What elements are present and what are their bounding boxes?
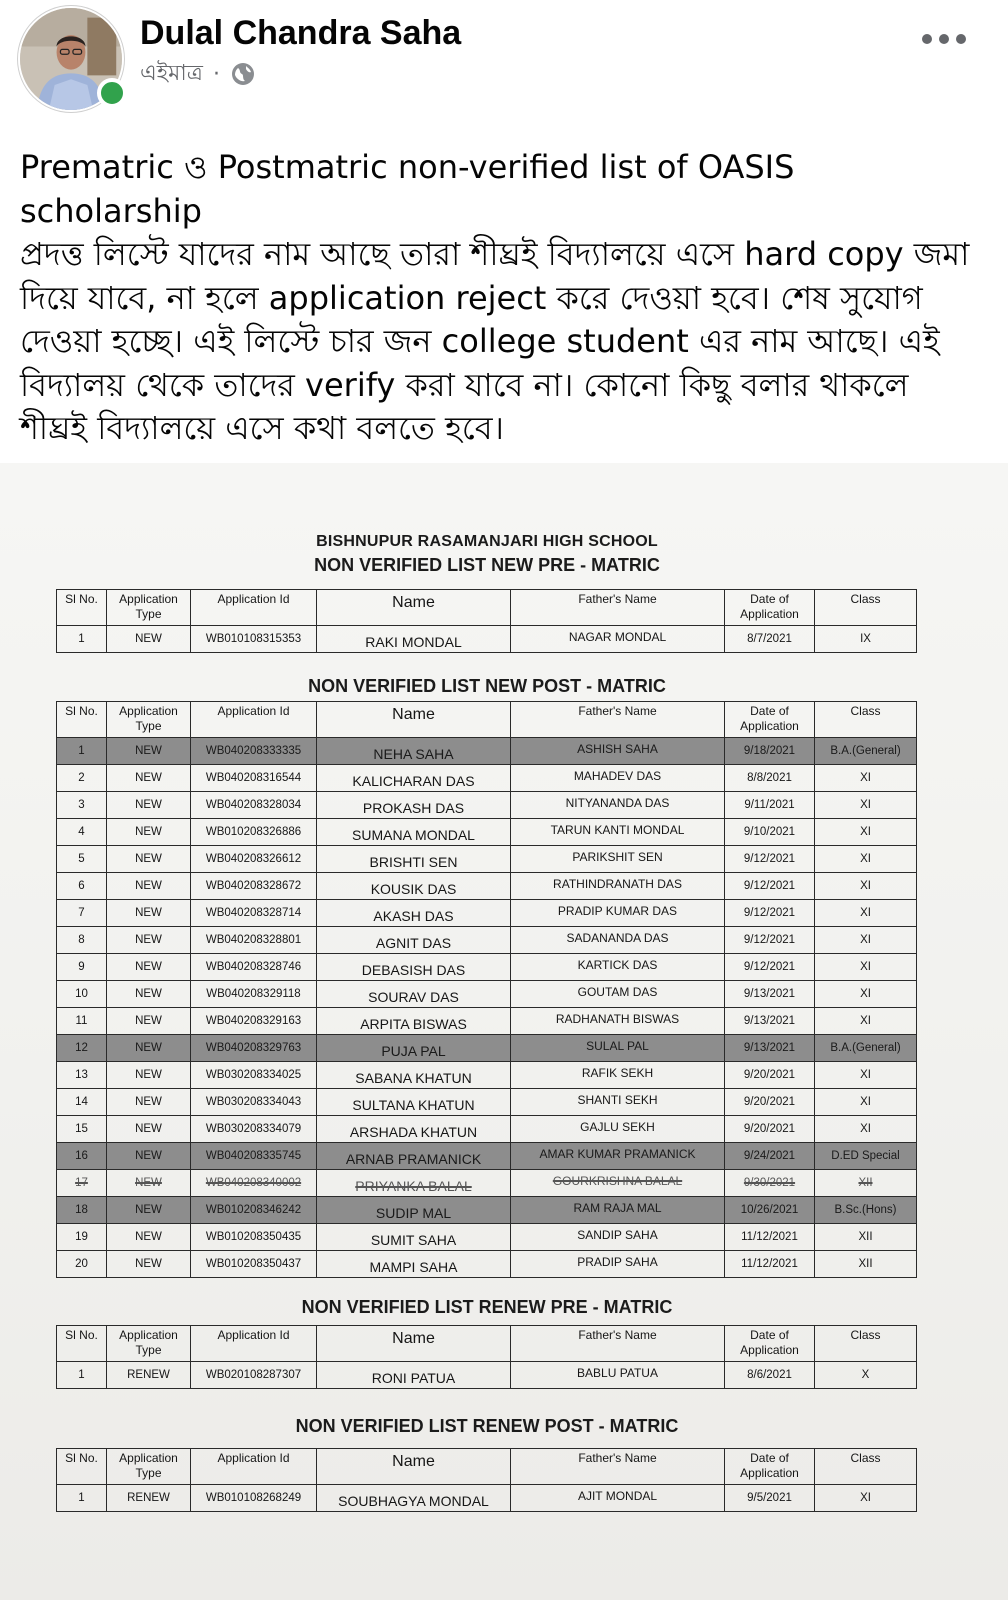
cell-class: B.A.(General) <box>815 738 917 765</box>
cell-father: RADHANATH BISWAS <box>511 1008 725 1035</box>
cell-sl: 8 <box>57 927 107 954</box>
table-header-row <box>57 590 917 626</box>
cell-father: SHANTI SEKH <box>511 1089 725 1116</box>
cell-app-type: NEW <box>107 765 191 792</box>
cell-class: XII <box>815 1251 917 1278</box>
cell-date: 9/5/2021 <box>725 1485 815 1512</box>
cell-date: 9/13/2021 <box>725 1008 815 1035</box>
online-status-dot <box>97 78 127 108</box>
header-class: Class <box>815 590 917 626</box>
caption-title: Prematric ও Postmatric non-verified list of OASIS scholarship <box>20 148 795 230</box>
cell-app-id: WB040208329118 <box>191 981 317 1008</box>
cell-name: PROKASH DAS <box>317 792 511 819</box>
cell-app-id: WB040208328034 <box>191 792 317 819</box>
table-row <box>57 626 917 653</box>
cell-name: SUDIP MAL <box>317 1197 511 1224</box>
cell-sl: 17 <box>57 1170 107 1197</box>
cell-class: XI <box>815 1008 917 1035</box>
post-time[interactable]: এইমাত্র <box>140 60 203 86</box>
cell-class: B.Sc.(Hons) <box>815 1197 917 1224</box>
cell-father: BABLU PATUA <box>511 1362 725 1389</box>
cell-sl: 14 <box>57 1089 107 1116</box>
post-caption <box>20 146 980 451</box>
cell-father: SADANANDA DAS <box>511 927 725 954</box>
table-header-row <box>57 1449 917 1485</box>
cell-date: 9/12/2021 <box>725 846 815 873</box>
cell-name: MAMPI SAHA <box>317 1251 511 1278</box>
cell-name: SUMANA MONDAL <box>317 819 511 846</box>
cell-app-id: WB030208334079 <box>191 1116 317 1143</box>
cell-name: SOUBHAGYA MONDAL <box>317 1485 511 1512</box>
cell-class: XI <box>815 981 917 1008</box>
more-dot <box>922 34 932 44</box>
cell-date: 10/26/2021 <box>725 1197 815 1224</box>
table-row <box>57 1362 917 1389</box>
cell-app-type: NEW <box>107 873 191 900</box>
cell-app-type: NEW <box>107 846 191 873</box>
table-row <box>57 1035 917 1062</box>
cell-name: KOUSIK DAS <box>317 873 511 900</box>
section-title: NON VERIFIED LIST NEW PRE - MATRIC <box>314 555 660 575</box>
header-app-id: Application Id <box>191 1449 317 1485</box>
cell-sl: 16 <box>57 1143 107 1170</box>
cell-app-type: NEW <box>107 900 191 927</box>
cell-date: 9/24/2021 <box>725 1143 815 1170</box>
cell-father: GOUTAM DAS <box>511 981 725 1008</box>
cell-father: AJIT MONDAL <box>511 1485 725 1512</box>
header-name: Name <box>317 1326 511 1362</box>
post-meta <box>140 58 256 90</box>
cell-class: XII <box>815 1224 917 1251</box>
cell-date: 9/13/2021 <box>725 1035 815 1062</box>
header-app-type: Application Type <box>107 702 191 738</box>
cell-name: ARSHADA KHATUN <box>317 1116 511 1143</box>
cell-class: XI <box>815 819 917 846</box>
more-dot <box>939 34 949 44</box>
table-row <box>57 873 917 900</box>
table-row <box>57 927 917 954</box>
table-row <box>57 1224 917 1251</box>
cell-sl: 13 <box>57 1062 107 1089</box>
cell-app-type: RENEW <box>107 1362 191 1389</box>
more-dot <box>956 34 966 44</box>
cell-sl: 6 <box>57 873 107 900</box>
cell-date: 9/10/2021 <box>725 819 815 846</box>
school-name: BISHNUPUR RASAMANJARI HIGH SCHOOL <box>316 533 658 550</box>
header-date: Date of Application <box>725 702 815 738</box>
table-header-row <box>57 702 917 738</box>
cell-app-id: WB010108268249 <box>191 1485 317 1512</box>
cell-app-id: WB040208340002 <box>191 1170 317 1197</box>
cell-name: AGNIT DAS <box>317 927 511 954</box>
cell-class: XI <box>815 900 917 927</box>
cell-name: BRISHTI SEN <box>317 846 511 873</box>
cell-sl: 5 <box>57 846 107 873</box>
cell-app-id: WB010208350435 <box>191 1224 317 1251</box>
cell-name: PRIYANKA BALAL <box>317 1170 511 1197</box>
cell-app-id: WB030208334043 <box>191 1089 317 1116</box>
header-app-type: Application Type <box>107 1449 191 1485</box>
cell-father: NITYANANDA DAS <box>511 792 725 819</box>
cell-date: 9/12/2021 <box>725 873 815 900</box>
cell-app-id: WB040208328672 <box>191 873 317 900</box>
cell-father: PRADIP KUMAR DAS <box>511 900 725 927</box>
cell-name: DEBASISH DAS <box>317 954 511 981</box>
header-app-id: Application Id <box>191 1326 317 1362</box>
cell-class: XI <box>815 1089 917 1116</box>
cell-class: XI <box>815 1485 917 1512</box>
cell-class: IX <box>815 626 917 653</box>
cell-name: SABANA KHATUN <box>317 1062 511 1089</box>
cell-app-type: RENEW <box>107 1485 191 1512</box>
header-date: Date of Application <box>725 590 815 626</box>
globe-icon[interactable] <box>230 61 256 87</box>
cell-father: AMAR KUMAR PRAMANICK <box>511 1143 725 1170</box>
cell-name: ARPITA BISWAS <box>317 1008 511 1035</box>
scanned-document[interactable] <box>0 463 1008 1600</box>
header-date: Date of Application <box>725 1449 815 1485</box>
table-row <box>57 765 917 792</box>
section-title: NON VERIFIED LIST NEW POST - MATRIC <box>308 676 666 696</box>
cell-sl: 4 <box>57 819 107 846</box>
table-row <box>57 738 917 765</box>
scholarship-table <box>56 701 917 1278</box>
cell-class: XI <box>815 1062 917 1089</box>
cell-name: RAKI MONDAL <box>317 626 511 653</box>
cell-date: 9/11/2021 <box>725 792 815 819</box>
cell-father: SANDIP SAHA <box>511 1224 725 1251</box>
cell-app-type: NEW <box>107 927 191 954</box>
cell-app-type: NEW <box>107 792 191 819</box>
cell-date: 9/12/2021 <box>725 954 815 981</box>
table-row <box>57 1197 917 1224</box>
cell-name: PUJA PAL <box>317 1035 511 1062</box>
cell-father: SULAL PAL <box>511 1035 725 1062</box>
cell-app-type: NEW <box>107 1143 191 1170</box>
cell-date: 8/6/2021 <box>725 1362 815 1389</box>
cell-father: GAJLU SEKH <box>511 1116 725 1143</box>
header-name: Name <box>317 590 511 626</box>
cell-app-id: WB010208326886 <box>191 819 317 846</box>
cell-app-id: WB040208333335 <box>191 738 317 765</box>
header-class: Class <box>815 1449 917 1485</box>
cell-date: 11/12/2021 <box>725 1224 815 1251</box>
cell-date: 9/13/2021 <box>725 981 815 1008</box>
cell-class: D.ED Special <box>815 1143 917 1170</box>
cell-name: RONI PATUA <box>317 1362 511 1389</box>
cell-father: KARTICK DAS <box>511 954 725 981</box>
cell-name: SUMIT SAHA <box>317 1224 511 1251</box>
header-date: Date of Application <box>725 1326 815 1362</box>
header-sl: Sl No. <box>57 1326 107 1362</box>
cell-app-type: NEW <box>107 1251 191 1278</box>
cell-app-type: NEW <box>107 819 191 846</box>
cell-app-type: NEW <box>107 1116 191 1143</box>
table-row <box>57 981 917 1008</box>
cell-name: SULTANA KHATUN <box>317 1089 511 1116</box>
table-row <box>57 1062 917 1089</box>
cell-date: 9/18/2021 <box>725 738 815 765</box>
cell-app-type: NEW <box>107 738 191 765</box>
cell-app-type: NEW <box>107 626 191 653</box>
cell-father: NAGAR MONDAL <box>511 626 725 653</box>
header-father: Father's Name <box>511 1326 725 1362</box>
table-row <box>57 1251 917 1278</box>
cell-app-id: WB010108315353 <box>191 626 317 653</box>
table-row <box>57 900 917 927</box>
header-father: Father's Name <box>511 702 725 738</box>
cell-class: XII <box>815 1170 917 1197</box>
table-row <box>57 1143 917 1170</box>
cell-app-id: WB040208328746 <box>191 954 317 981</box>
cell-sl: 2 <box>57 765 107 792</box>
cell-date: 8/8/2021 <box>725 765 815 792</box>
cell-date: 9/20/2021 <box>725 1062 815 1089</box>
cell-class: XI <box>815 765 917 792</box>
header-name: Name <box>317 702 511 738</box>
table-row <box>57 1089 917 1116</box>
cell-name: ARNAB PRAMANICK <box>317 1143 511 1170</box>
cell-app-id: WB040208328714 <box>191 900 317 927</box>
section-title: NON VERIFIED LIST RENEW PRE - MATRIC <box>301 1297 673 1317</box>
cell-app-id: WB040208329763 <box>191 1035 317 1062</box>
cell-father: RAM RAJA MAL <box>511 1197 725 1224</box>
cell-class: XI <box>815 927 917 954</box>
table-row <box>57 1170 917 1197</box>
cell-sl: 15 <box>57 1116 107 1143</box>
cell-app-type: NEW <box>107 1170 191 1197</box>
header-name: Name <box>317 1449 511 1485</box>
header-app-type: Application Type <box>107 1326 191 1362</box>
more-options-icon[interactable] <box>922 28 966 50</box>
table-row <box>57 1485 917 1512</box>
cell-app-id: WB030208334025 <box>191 1062 317 1089</box>
cell-father: GOURKRISHNA BALAL <box>511 1170 725 1197</box>
scholarship-table <box>56 1448 917 1512</box>
cell-app-id: WB040208328801 <box>191 927 317 954</box>
cell-app-type: NEW <box>107 981 191 1008</box>
cell-date: 9/20/2021 <box>725 1089 815 1116</box>
cell-sl: 20 <box>57 1251 107 1278</box>
cell-class: XI <box>815 954 917 981</box>
post-header <box>0 0 1008 130</box>
cell-sl: 3 <box>57 792 107 819</box>
cell-sl: 7 <box>57 900 107 927</box>
header-class: Class <box>815 702 917 738</box>
cell-sl: 1 <box>57 1485 107 1512</box>
cell-app-id: WB020108287307 <box>191 1362 317 1389</box>
cell-app-type: NEW <box>107 1008 191 1035</box>
scholarship-table <box>56 589 917 653</box>
cell-date: 9/30/2021 <box>725 1170 815 1197</box>
cell-app-type: NEW <box>107 1035 191 1062</box>
cell-app-id: WB040208329163 <box>191 1008 317 1035</box>
cell-app-id: WB010208346242 <box>191 1197 317 1224</box>
cell-father: MAHADEV DAS <box>511 765 725 792</box>
cell-father: PRADIP SAHA <box>511 1251 725 1278</box>
cell-app-type: NEW <box>107 1089 191 1116</box>
meta-separator: · <box>212 61 220 87</box>
cell-date: 9/20/2021 <box>725 1116 815 1143</box>
scholarship-table <box>56 1325 917 1389</box>
cell-sl: 10 <box>57 981 107 1008</box>
header-sl: Sl No. <box>57 702 107 738</box>
cell-app-id: WB040208316544 <box>191 765 317 792</box>
cell-app-id: WB010208350437 <box>191 1251 317 1278</box>
cell-app-type: NEW <box>107 954 191 981</box>
cell-sl: 1 <box>57 1362 107 1389</box>
header-app-id: Application Id <box>191 702 317 738</box>
cell-class: X <box>815 1362 917 1389</box>
header-father: Father's Name <box>511 590 725 626</box>
header-class: Class <box>815 1326 917 1362</box>
cell-father: TARUN KANTI MONDAL <box>511 819 725 846</box>
cell-app-id: WB040208335745 <box>191 1143 317 1170</box>
table-row <box>57 1008 917 1035</box>
cell-sl: 12 <box>57 1035 107 1062</box>
cell-app-type: NEW <box>107 1197 191 1224</box>
cell-name: SOURAV DAS <box>317 981 511 1008</box>
cell-app-type: NEW <box>107 1224 191 1251</box>
cell-sl: 1 <box>57 738 107 765</box>
section-title: NON VERIFIED LIST RENEW POST - MATRIC <box>295 1416 679 1436</box>
cell-class: XI <box>815 846 917 873</box>
author-name[interactable]: Dulal Chandra Saha <box>140 14 462 52</box>
cell-name: AKASH DAS <box>317 900 511 927</box>
cell-father: RAFIK SEKH <box>511 1062 725 1089</box>
cell-class: XI <box>815 873 917 900</box>
cell-name: KALICHARAN DAS <box>317 765 511 792</box>
table-row <box>57 792 917 819</box>
cell-date: 8/7/2021 <box>725 626 815 653</box>
cell-class: B.A.(General) <box>815 1035 917 1062</box>
cell-class: XI <box>815 1116 917 1143</box>
cell-date: 9/12/2021 <box>725 900 815 927</box>
table-header-row <box>57 1326 917 1362</box>
cell-app-id: WB040208326612 <box>191 846 317 873</box>
table-row <box>57 1116 917 1143</box>
header-sl: Sl No. <box>57 1449 107 1485</box>
cell-sl: 11 <box>57 1008 107 1035</box>
header-app-id: Application Id <box>191 590 317 626</box>
header-father: Father's Name <box>511 1449 725 1485</box>
cell-sl: 18 <box>57 1197 107 1224</box>
table-row <box>57 819 917 846</box>
cell-father: RATHINDRANATH DAS <box>511 873 725 900</box>
cell-sl: 1 <box>57 626 107 653</box>
table-row <box>57 954 917 981</box>
cell-father: ASHISH SAHA <box>511 738 725 765</box>
cell-app-type: NEW <box>107 1062 191 1089</box>
cell-name: NEHA SAHA <box>317 738 511 765</box>
cell-class: XI <box>815 792 917 819</box>
cell-date: 11/12/2021 <box>725 1251 815 1278</box>
caption-body: প্রদত্ত লিস্টে যাদের নাম আছে তারা শীঘ্রই বিদ্যালয়ে এসে hard copy জমা দিয়ে যাবে, না হলে application reject করে দেওয়া হবে। শেষ সুযোগ দেওয়া হচ্ছে। এই লিস্টে চার জন college student এর নাম আছে। এই বিদ্যালয় থেকে তাদের verify করা যাবে না। কোনো কিছু বলার থাকলে শীঘ্রই বিদ্যালয়ে এসে কথা বলতে হবে। <box>20 235 970 447</box>
table-row <box>57 846 917 873</box>
header-sl: Sl No. <box>57 590 107 626</box>
cell-date: 9/12/2021 <box>725 927 815 954</box>
header-app-type: Application Type <box>107 590 191 626</box>
cell-father: PARIKSHIT SEN <box>511 846 725 873</box>
cell-sl: 19 <box>57 1224 107 1251</box>
cell-sl: 9 <box>57 954 107 981</box>
